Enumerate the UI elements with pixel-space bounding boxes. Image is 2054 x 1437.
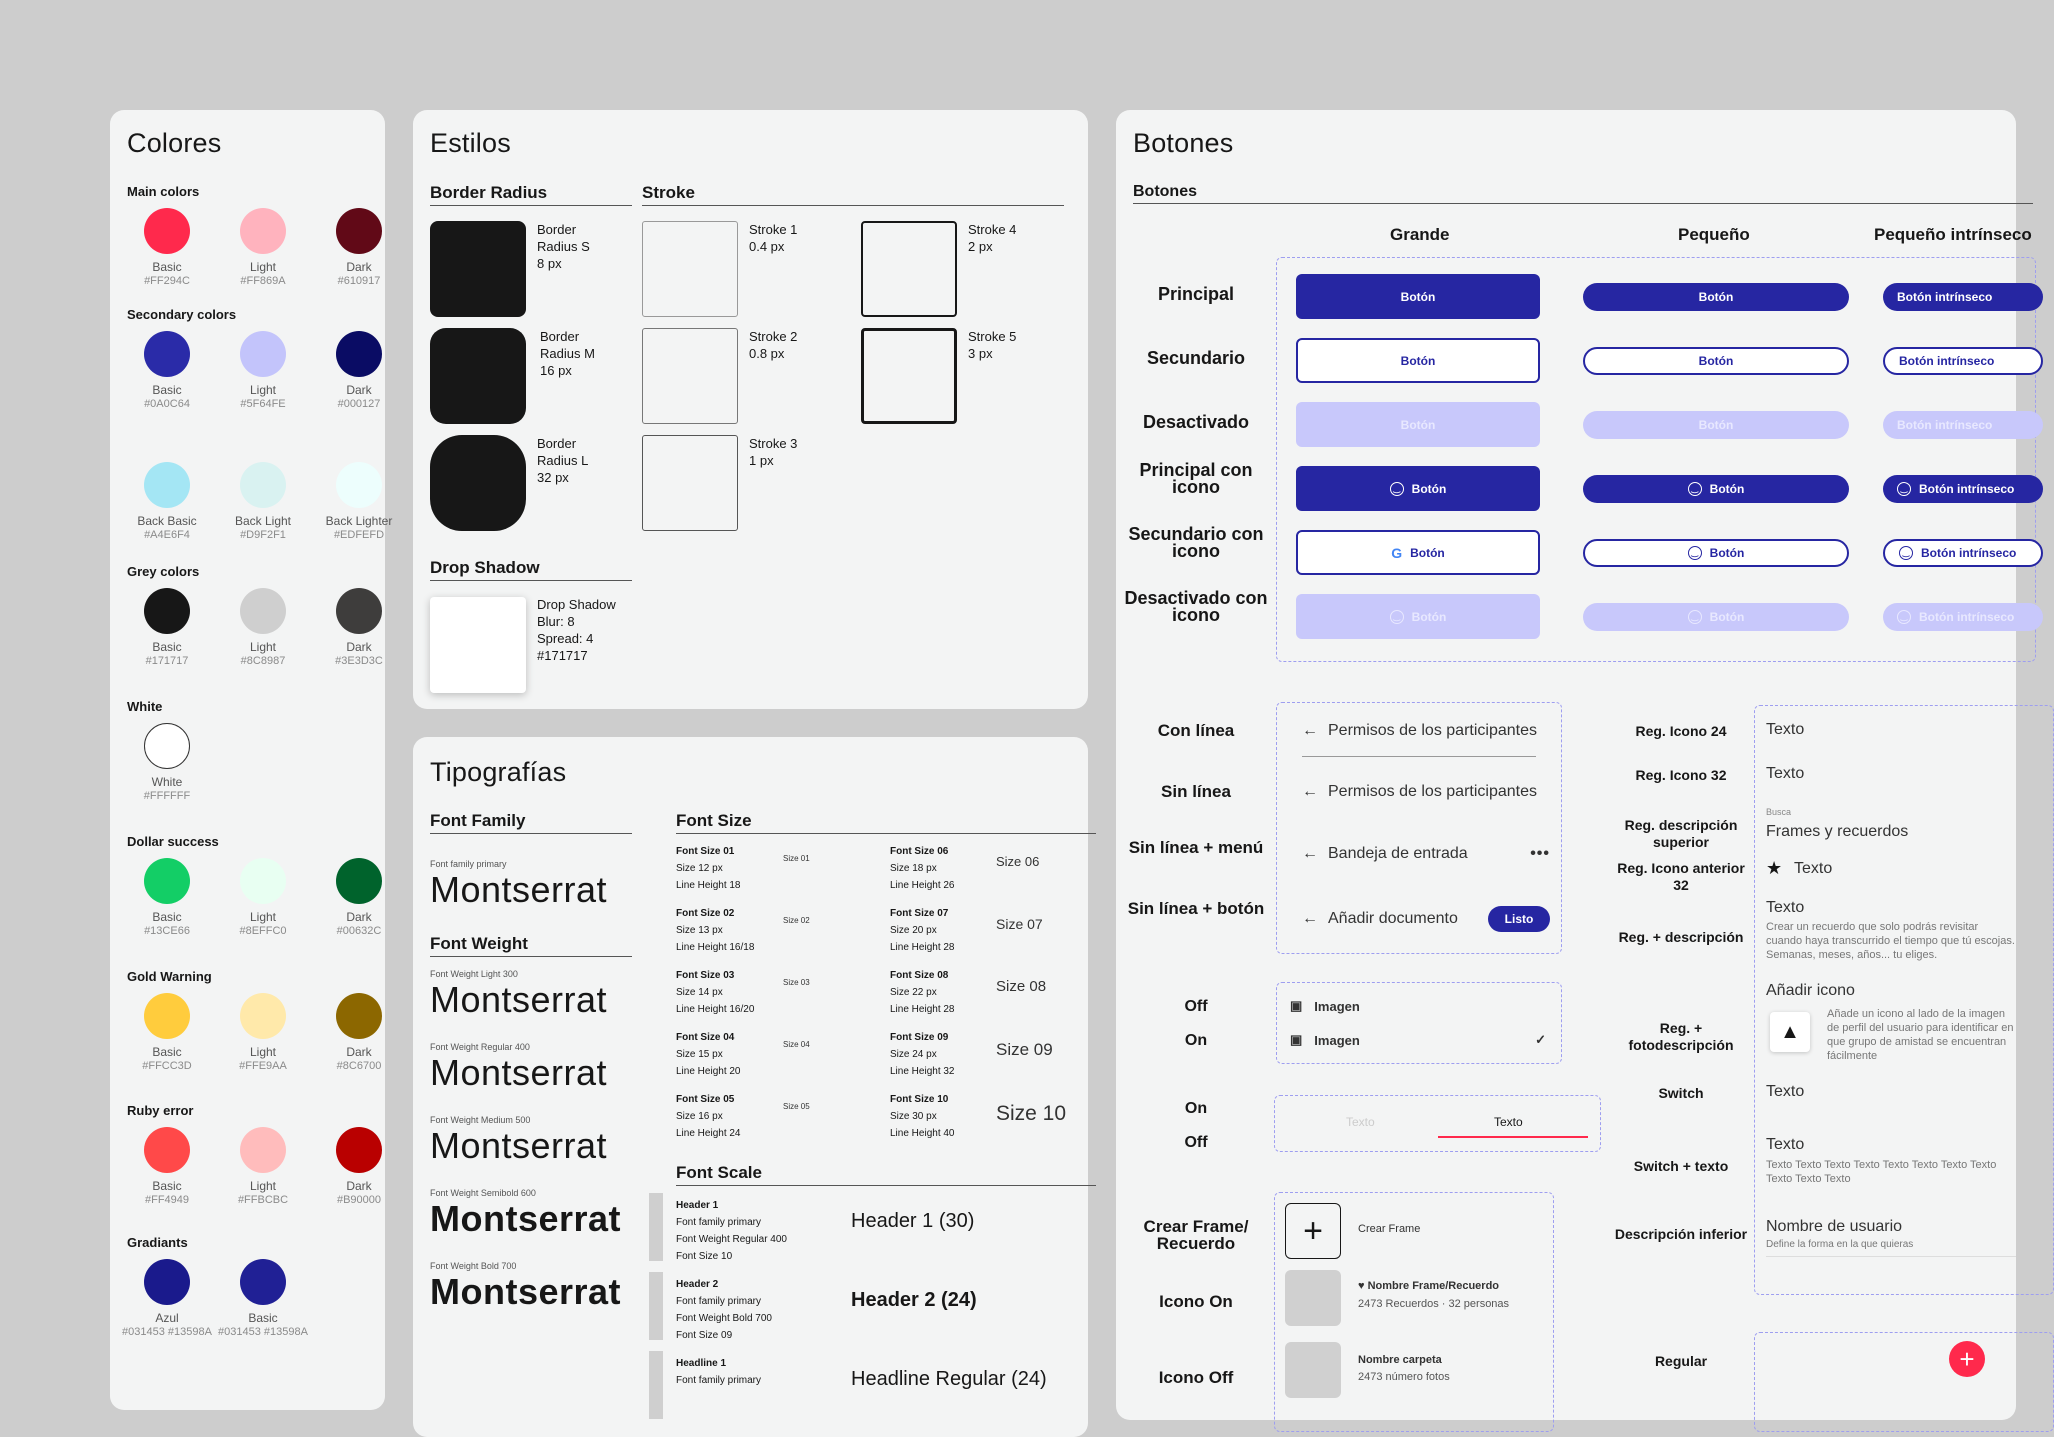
color-label: Light — [249, 640, 277, 654]
color-circle — [144, 723, 190, 769]
font-weight-caption: Font Weight Medium 500 — [430, 1115, 531, 1125]
button-pri-pequeno[interactable]: Botón — [1583, 283, 1849, 311]
folder-thumb — [1285, 1342, 1341, 1398]
font-scale-preview: Header 2 (24) — [851, 1289, 977, 1311]
color-circle — [240, 993, 286, 1039]
color-swatch — [119, 1127, 215, 1207]
color-group-title: Gradiants — [127, 1235, 188, 1250]
colores-panel — [110, 110, 393, 1410]
font-scale-spec: Headline 1 Font family primary — [676, 1358, 762, 1386]
input-caption: Busca — [1766, 807, 1792, 817]
color-hex: #FFBCBC — [237, 1194, 289, 1206]
color-label: Basic — [152, 383, 182, 397]
stroke-1-sample — [642, 221, 738, 317]
color-swatch — [119, 993, 215, 1073]
color-swatch — [215, 1259, 311, 1339]
color-circle — [240, 208, 286, 254]
button-pri-icon-grande[interactable]: ‿ Botón — [1296, 466, 1540, 511]
input-row-label: Switch — [1658, 1085, 1704, 1101]
button-row-label: Principal — [1157, 284, 1235, 304]
input-row-label: Reg. + fotodescripción — [1628, 1020, 1734, 1053]
stroke-4-label: Stroke 4 2 px — [968, 222, 1017, 254]
tab-row-off: Off — [1184, 1134, 1208, 1151]
color-swatch — [311, 208, 407, 288]
stroke-heading: Stroke — [642, 183, 1064, 206]
button-pri-intrinseco[interactable]: Botón intrínseco — [1883, 283, 2043, 311]
color-hex: #FF869A — [240, 275, 286, 287]
scale-bar — [649, 1351, 663, 1419]
color-circle — [144, 993, 190, 1039]
toggle-item-on[interactable]: ▣ Imagen ✓ — [1290, 1032, 1546, 1048]
list-row-label: Con línea — [1157, 721, 1235, 740]
tab-active[interactable]: Texto — [1494, 1115, 1523, 1129]
input-row-label: Descripción inferior — [1614, 1226, 1748, 1242]
list-row-label: Sin línea — [1161, 782, 1231, 801]
tab-row-on: On — [1184, 1100, 1208, 1117]
font-scale-spec: Header 1 Font family primary Font Weight Regular 400 Font Size 10 — [676, 1200, 787, 1262]
button-sec2-icon-pequeno[interactable]: ‿ Botón — [1583, 539, 1849, 567]
font-size-spec: Font Size 01 Size 12 px Line Height 18 — [676, 846, 741, 891]
font-family-sample: Montserrat — [430, 869, 608, 910]
color-group-title: Gold Warning — [127, 969, 212, 984]
radius-s-sample — [430, 221, 526, 317]
input-text: Texto — [1766, 721, 1805, 738]
col-grande: Grande — [1390, 225, 1450, 244]
input-text: Texto — [1766, 765, 1805, 782]
frame-row-icono-on: Icono On — [1159, 1292, 1233, 1311]
font-size-spec: Font Size 04 Size 15 px Line Height 20 — [676, 1032, 741, 1077]
font-size-preview: Size 09 — [996, 1040, 1053, 1059]
color-circle — [336, 462, 382, 508]
color-hex: #031453 #13598A — [218, 1326, 308, 1338]
botones-panel — [1116, 110, 2032, 1420]
color-swatch — [119, 588, 215, 668]
color-group-title: Dollar success — [127, 834, 219, 849]
input-row-label: Reg. + descripción — [1618, 929, 1744, 945]
font-size-heading: Font Size — [676, 811, 1096, 834]
color-swatch — [311, 331, 407, 411]
botones-title: Botones — [1133, 128, 1234, 158]
list-item[interactable]: ← Bandeja de entrada ••• — [1302, 845, 1550, 862]
color-hex: #3E3D3C — [335, 655, 383, 667]
drop-shadow-sample — [430, 597, 526, 693]
input-desc: Define la forma en la que quieras — [1766, 1239, 1914, 1250]
color-circle — [144, 462, 190, 508]
color-circle — [144, 858, 190, 904]
font-weight-caption: Font Weight Semibold 600 — [430, 1188, 536, 1198]
input-underline — [1766, 1256, 2016, 1257]
folder-meta: 2473 número fotos — [1358, 1371, 1450, 1383]
color-label: Back Lighter — [325, 514, 393, 528]
toggle-variants — [1276, 982, 1562, 1064]
arrow-left-icon: ← — [1302, 783, 1318, 800]
stroke-5-label: Stroke 5 3 px — [968, 329, 1017, 361]
font-scale-preview: Header 1 (30) — [851, 1210, 975, 1232]
more-icon[interactable]: ••• — [1530, 845, 1550, 862]
heart-icon: ♥ — [1358, 1280, 1368, 1292]
fab-add-button[interactable]: + — [1949, 1341, 1985, 1377]
font-size-spec: Font Size 07 Size 20 px Line Height 28 — [890, 908, 955, 953]
font-weight-sample: Montserrat — [430, 1052, 608, 1093]
drop-shadow-heading: Drop Shadow — [430, 558, 632, 581]
button-dis-pequeno[interactable]: Botón — [1583, 411, 1849, 439]
stroke-2-label: Stroke 2 0.8 px — [749, 329, 798, 361]
tipografias-panel — [413, 737, 1088, 1437]
font-weight-caption: Font Weight Bold 700 — [430, 1261, 517, 1271]
font-weight-sample: Montserrat — [430, 979, 608, 1020]
smile-icon: ‿ — [1897, 482, 1911, 496]
font-size-preview: Size 10 — [996, 1102, 1067, 1125]
font-scale-spec: Header 2 Font family primary Font Weight Bold 700 Font Size 09 — [676, 1279, 772, 1341]
input-text: Texto — [1766, 1083, 1805, 1100]
color-circle — [336, 208, 382, 254]
camera-icon: ▣ — [1290, 998, 1303, 1013]
color-circle — [144, 208, 190, 254]
font-size-preview: Size 08 — [996, 978, 1047, 995]
color-hex: #8C6700 — [336, 1060, 382, 1072]
color-label: Basic — [152, 1179, 182, 1193]
color-circle — [144, 331, 190, 377]
color-hex: #FF4949 — [144, 1194, 190, 1206]
color-swatch — [311, 993, 407, 1073]
font-scale-heading: Font Scale — [676, 1163, 1096, 1186]
smile-icon: ‿ — [1390, 482, 1404, 496]
font-size-spec: Font Size 06 Size 18 px Line Height 26 — [890, 846, 955, 891]
input-variants — [1754, 705, 2054, 1295]
color-group-title: Ruby error — [127, 1103, 194, 1118]
check-icon: ✓ — [1535, 1032, 1546, 1047]
color-hex: #FFE9AA — [239, 1060, 287, 1072]
color-circle — [336, 1127, 382, 1173]
button-dis-grande[interactable]: Botón — [1296, 402, 1540, 447]
radius-m-label: Border Radius M 16 px — [540, 329, 595, 378]
input-text: Texto — [1766, 899, 1805, 916]
frame-name: ♥ Nombre Frame/Recuerdo — [1358, 1280, 1500, 1292]
color-circle — [144, 588, 190, 634]
stroke-3-label: Stroke 3 1 px — [749, 436, 798, 468]
font-size-preview: Size 01 — [783, 854, 810, 863]
color-circle — [240, 1259, 286, 1305]
color-swatch — [215, 208, 311, 288]
color-circle — [240, 462, 286, 508]
input-text: Texto — [1766, 1136, 1805, 1153]
color-label: Back Basic — [137, 514, 197, 528]
color-label: Basic — [152, 640, 182, 654]
color-circle — [336, 331, 382, 377]
input-value: Frames y recuerdos — [1766, 823, 1909, 840]
star-icon: ★ — [1766, 858, 1783, 878]
color-label: Basic — [152, 910, 182, 924]
button-sec2-icon-intrinseco[interactable]: ‿ Botón intrínseco — [1883, 539, 2043, 567]
color-hex: #D9F2F1 — [240, 529, 286, 541]
button-pri-grande[interactable]: Botón — [1296, 274, 1540, 319]
toggle-row-on: On — [1184, 1032, 1208, 1049]
color-label: Basic — [152, 1045, 182, 1059]
smile-icon: ‿ — [1899, 546, 1913, 560]
button-sec2-pequeno[interactable]: Botón — [1583, 347, 1849, 375]
frame-row-icono-off: Icono Off — [1158, 1368, 1234, 1387]
border-radius-heading: Border Radius — [430, 183, 632, 206]
arrow-left-icon: ← — [1302, 722, 1318, 739]
camera-icon: ▣ — [1290, 1032, 1303, 1047]
estilos-panel — [413, 110, 1088, 709]
font-weight-caption: Font Weight Regular 400 — [430, 1042, 530, 1052]
color-hex: #8C8987 — [240, 655, 286, 667]
font-weight-caption: Font Weight Light 300 — [430, 969, 518, 979]
color-hex: #00632C — [336, 925, 382, 937]
color-hex: #031453 #13598A — [122, 1326, 212, 1338]
color-label: White — [151, 775, 183, 789]
color-label: Light — [249, 910, 277, 924]
botones-subheading: Botones — [1133, 183, 2033, 204]
color-label: Azul — [155, 1311, 179, 1325]
input-row-label: Reg. Icono anterior 32 — [1617, 860, 1745, 893]
list-item[interactable]: ← Añadir documento Listo — [1302, 906, 1550, 932]
radius-m-sample — [430, 328, 526, 424]
radius-l-label: Border Radius L 32 px — [537, 436, 589, 485]
drop-shadow-label: Drop Shadow Blur: 8 Spread: 4 #171717 — [537, 597, 616, 663]
stroke-4-sample — [861, 221, 957, 317]
button-sec2-intrinseco[interactable]: Botón intrínseco — [1883, 347, 2043, 375]
color-circle — [336, 588, 382, 634]
color-circle — [240, 1127, 286, 1173]
font-size-spec: Font Size 09 Size 24 px Line Height 32 — [890, 1032, 955, 1077]
font-family-caption: Font family primary — [430, 859, 507, 869]
folder-name: Nombre carpeta — [1358, 1354, 1442, 1366]
color-hex: #0A0C64 — [144, 398, 190, 410]
font-size-spec: Font Size 05 Size 16 px Line Height 24 — [676, 1094, 741, 1139]
color-label: Dark — [346, 640, 372, 654]
button-pri-icon-pequeno[interactable]: ‿ Botón — [1583, 475, 1849, 503]
font-family-heading: Font Family — [430, 811, 632, 834]
google-icon: G — [1391, 544, 1403, 561]
list-divider — [1302, 756, 1536, 757]
color-group-title: Main colors — [127, 184, 200, 199]
tab-variants — [1274, 1095, 1601, 1152]
color-hex: #FF294C — [144, 275, 190, 287]
font-weight-heading: Font Weight — [430, 934, 632, 957]
button-row-label: Desactivado con icono — [1124, 588, 1268, 625]
input-row-label: Reg. descripción superior — [1624, 817, 1738, 850]
color-label: Basic — [152, 260, 182, 274]
colores-title: Colores — [127, 128, 222, 158]
font-size-preview: Size 04 — [783, 1040, 810, 1049]
color-swatch — [311, 588, 407, 668]
smile-icon: ‿ — [1897, 610, 1911, 624]
input-value: Nombre de usuario — [1766, 1218, 1903, 1235]
color-swatch — [311, 462, 407, 542]
triangle-icon[interactable]: ▲ — [1770, 1012, 1810, 1052]
toggle-item-off[interactable]: ▣ Imagen — [1290, 998, 1360, 1014]
color-circle — [336, 858, 382, 904]
color-swatch — [215, 588, 311, 668]
col-pequeno-intrinseco: Pequeño intrínseco — [1874, 225, 2032, 244]
color-swatch — [215, 331, 311, 411]
toggle-row-off: Off — [1184, 998, 1208, 1015]
color-swatch — [215, 993, 311, 1073]
color-hex: #FFFFFF — [143, 790, 191, 802]
input-desc: Crear un recuerdo que solo podrás revisitar cuando haya transcurrido el tiempo que tú escojas. Semanas, meses, años... tu eliges. — [1766, 921, 2015, 961]
tipografias-title: Tipografías — [430, 757, 567, 787]
color-circle — [240, 858, 286, 904]
button-dis-icon-pequeno[interactable]: ‿ Botón — [1583, 603, 1849, 631]
arrow-left-icon: ← — [1302, 910, 1318, 927]
input-row-label: Reg. Icono 24 — [1635, 723, 1727, 739]
color-label: Back Light — [234, 514, 292, 528]
font-size-preview: Size 02 — [783, 916, 810, 925]
color-swatch — [215, 858, 311, 938]
font-size-preview: Size 05 — [783, 1102, 810, 1111]
color-label: Dark — [346, 383, 372, 397]
button-row-label: Secundario — [1146, 348, 1246, 368]
button-dis-intrinseco[interactable]: Botón intrínseco — [1883, 411, 2043, 439]
button-dis-icon-grande[interactable]: ‿ Botón — [1296, 594, 1540, 639]
color-swatch — [311, 1127, 407, 1207]
frame-meta: 2473 Recuerdos · 32 personas — [1358, 1298, 1510, 1310]
color-hex: #EDFEFD — [333, 529, 385, 541]
color-swatch — [119, 723, 215, 803]
tab-inactive[interactable]: Texto — [1346, 1115, 1375, 1129]
font-size-spec: Font Size 03 Size 14 px Line Height 16/20 — [676, 970, 755, 1015]
stroke-2-sample — [642, 328, 738, 424]
color-circle — [336, 993, 382, 1039]
input-text: Añadir icono — [1766, 982, 1855, 999]
stroke-1-label: Stroke 1 0.4 px — [749, 222, 798, 254]
color-hex: #171717 — [145, 655, 189, 667]
font-size-spec: Font Size 02 Size 13 px Line Height 16/18 — [676, 908, 755, 953]
color-swatch — [119, 858, 215, 938]
color-hex: #B90000 — [336, 1194, 382, 1206]
smile-icon: ‿ — [1688, 610, 1702, 624]
color-group-title: Grey colors — [127, 564, 200, 579]
font-size-spec: Font Size 10 Size 30 px Line Height 40 — [890, 1094, 955, 1139]
color-swatch — [311, 858, 407, 938]
frame-thumb — [1285, 1270, 1341, 1326]
listo-button[interactable]: Listo — [1488, 906, 1550, 932]
color-swatch — [215, 462, 311, 542]
color-circle — [144, 1259, 190, 1305]
estilos-title: Estilos — [430, 128, 511, 158]
button-row-label: Principal con icono — [1139, 460, 1253, 497]
color-label: Dark — [346, 260, 372, 274]
font-size-preview: Size 03 — [783, 978, 810, 987]
smile-icon: ‿ — [1390, 610, 1404, 624]
stroke-5-sample — [861, 328, 957, 424]
color-label: Light — [249, 383, 277, 397]
color-hex: #000127 — [337, 398, 381, 410]
list-row-label: Sin línea + botón — [1127, 899, 1265, 918]
list-item[interactable]: ← Permisos de los participantes — [1302, 783, 1537, 800]
button-dis-icon-intrinseco[interactable]: ‿ Botón intrínseco — [1883, 603, 2043, 631]
scale-bar — [649, 1272, 663, 1340]
color-label: Basic — [248, 1311, 278, 1325]
input-row-label: Switch + texto — [1633, 1158, 1729, 1174]
radius-s-label: Border Radius S 8 px — [537, 222, 590, 271]
color-hex: #FFCC3D — [142, 1060, 192, 1072]
regular-variant — [1754, 1332, 2054, 1432]
tab-underline — [1438, 1136, 1588, 1138]
color-label: Dark — [346, 1045, 372, 1059]
crear-frame-label: Crear Frame — [1358, 1223, 1421, 1235]
color-circle — [240, 588, 286, 634]
color-label: Light — [249, 260, 277, 274]
arrow-left-icon: ← — [1302, 845, 1318, 862]
font-weight-sample: Montserrat — [430, 1271, 622, 1312]
list-row-label: Sin línea + menú — [1128, 838, 1264, 857]
button-row-label: Desactivado — [1142, 412, 1250, 432]
font-scale-preview: Headline Regular (24) — [851, 1368, 1047, 1390]
color-hex: #13CE66 — [144, 925, 190, 937]
color-swatch — [119, 208, 215, 288]
input-row-label: Reg. Icono 32 — [1635, 767, 1727, 783]
color-label: Dark — [346, 1179, 372, 1193]
button-row-label: Secundario con icono — [1128, 524, 1264, 561]
font-size-spec: Font Size 08 Size 22 px Line Height 28 — [890, 970, 955, 1015]
button-sec2-icon-grande[interactable]: G Botón — [1296, 530, 1540, 575]
color-circle — [144, 1127, 190, 1173]
color-swatch — [119, 462, 215, 542]
color-group-title: White — [127, 699, 163, 714]
col-pequeno: Pequeño — [1678, 225, 1750, 244]
scale-bar — [649, 1193, 663, 1261]
input-row-label: Regular — [1654, 1353, 1708, 1369]
stroke-3-sample — [642, 435, 738, 531]
smile-icon: ‿ — [1688, 546, 1702, 560]
list-item[interactable]: ← Permisos de los participantes — [1302, 722, 1537, 739]
color-hex: #610917 — [337, 275, 381, 287]
input-desc: Texto Texto Texto Texto Texto Texto Texto Texto Texto Texto Texto — [1766, 1159, 1997, 1185]
color-label: Light — [249, 1045, 277, 1059]
color-label: Dark — [346, 910, 372, 924]
radius-l-sample — [430, 435, 526, 531]
add-frame-icon[interactable]: + — [1285, 1203, 1341, 1259]
color-hex: #A4E6F4 — [144, 529, 190, 541]
color-swatch — [119, 331, 215, 411]
font-size-preview: Size 07 — [996, 916, 1043, 932]
smile-icon: ‿ — [1688, 482, 1702, 496]
input-desc: Añade un icono al lado de la imagen de perfil del usuario para identificar en que grupo de amistad se encuentran fácilmente — [1827, 1008, 2014, 1062]
color-hex: #5F64FE — [240, 398, 286, 410]
font-size-preview: Size 06 — [996, 854, 1040, 869]
color-swatch — [215, 1127, 311, 1207]
color-group-title: Secondary colors — [127, 307, 237, 322]
color-swatch — [119, 1259, 215, 1339]
font-weight-sample: Montserrat — [430, 1198, 622, 1239]
frame-row-crear: Crear Frame/ Recuerdo — [1143, 1217, 1249, 1253]
color-label: Light — [249, 1179, 277, 1193]
color-hex: #8EFFC0 — [239, 925, 287, 937]
input-text: Texto — [1794, 860, 1833, 877]
color-circle — [240, 331, 286, 377]
button-pri-icon-intrinseco[interactable]: ‿ Botón intrínseco — [1883, 475, 2043, 503]
button-sec2-grande[interactable]: Botón — [1296, 338, 1540, 383]
font-weight-sample: Montserrat — [430, 1125, 608, 1166]
